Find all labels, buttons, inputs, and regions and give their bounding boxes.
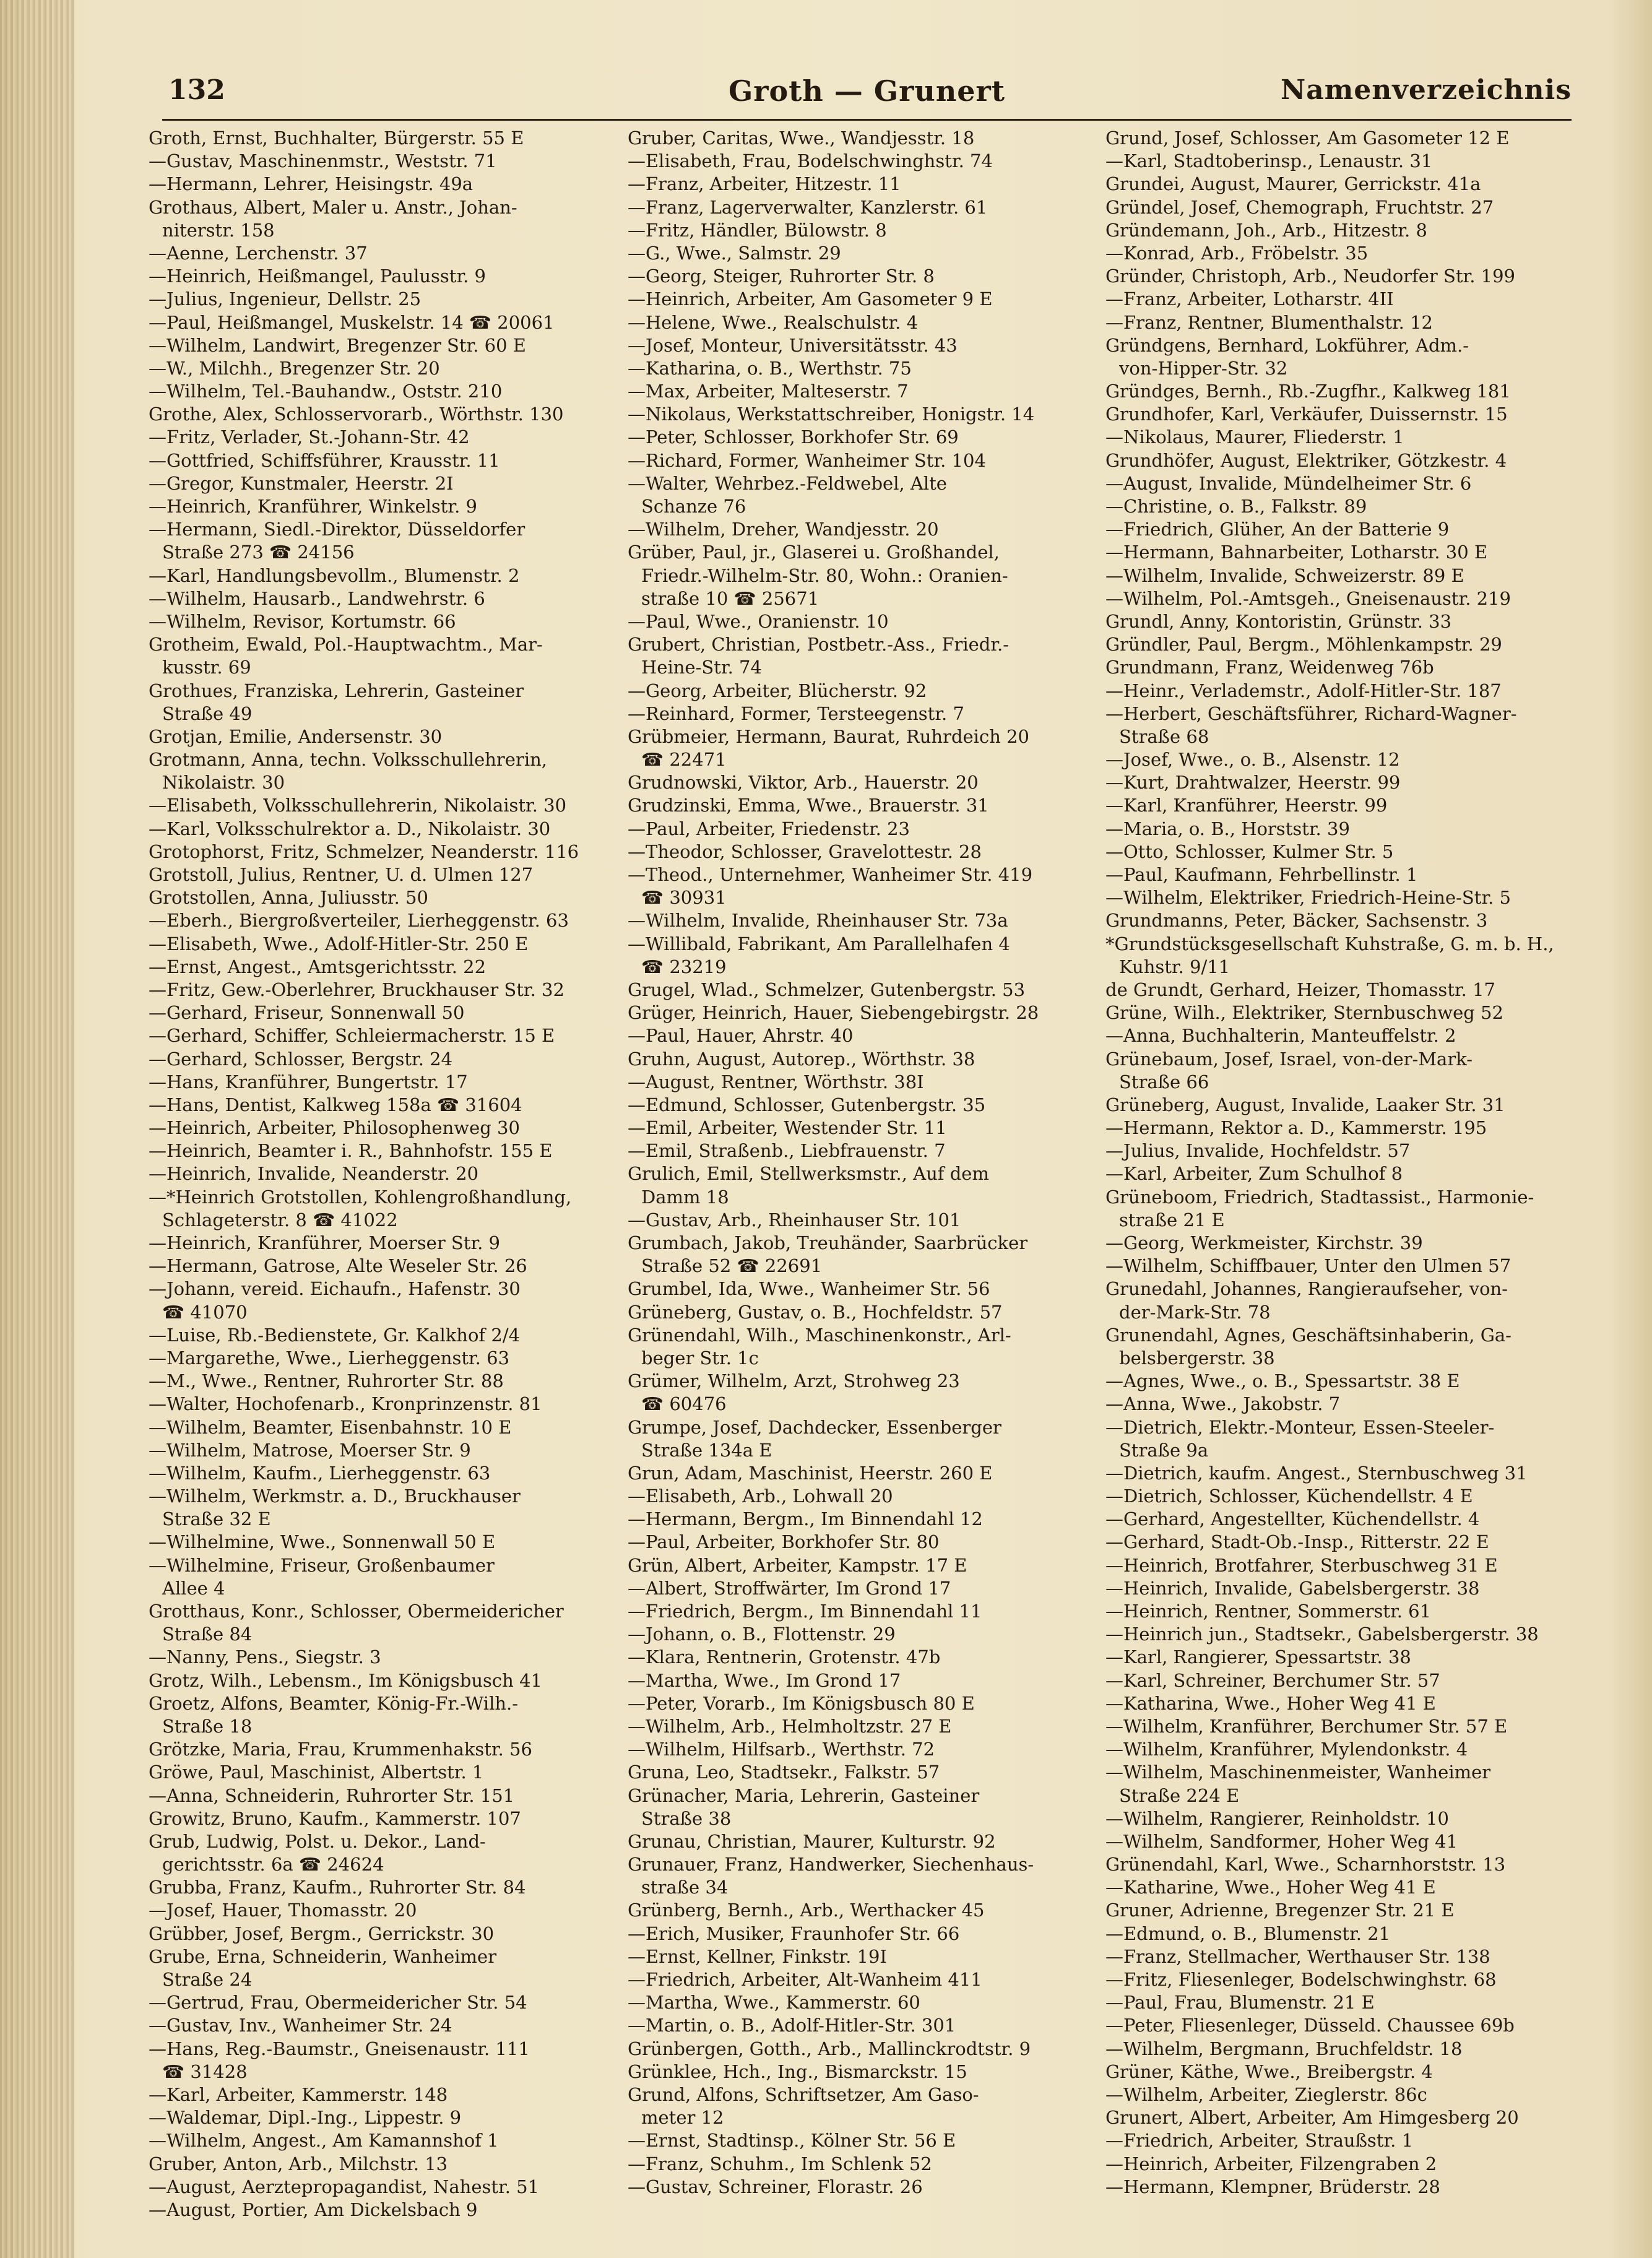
directory-entry-line: ☎ 22471: [641, 749, 727, 771]
directory-entry-line: Grunau, Christian, Maurer, Kulturstr. 92: [628, 1830, 996, 1852]
directory-entry-line: —Franz, Lagerverwalter, Kanzlerstr. 61: [628, 196, 988, 218]
directory-entry-line: —Hermann, Rektor a. D., Kammerstr. 195: [1105, 1117, 1487, 1139]
directory-entry-line: —Karl, Volksschulrektor a. D., Nikolaistr. 30: [149, 818, 551, 839]
directory-entry-line: —Wilhelm, Invalide, Schweizerstr. 89 E: [1105, 564, 1464, 586]
directory-entry-line: —Theodor, Schlosser, Gravelottestr. 28: [628, 841, 982, 862]
directory-entry-line: —Paul, Wwe., Oranienstr. 10: [628, 610, 889, 632]
directory-entry-line: —Heinrich, Arbeiter, Filzengraben 2: [1105, 2153, 1437, 2174]
directory-entry-line: —Friedrich, Arbeiter, Alt-Wanheim 411: [628, 1969, 982, 1990]
directory-entry-line: Grudnowski, Viktor, Arb., Hauerstr. 20: [628, 772, 979, 794]
running-title: Groth — Grunert: [728, 74, 1006, 108]
directory-entry-line: Grunedahl, Johannes, Rangieraufseher, von-: [1105, 1278, 1508, 1300]
directory-entry-line: —Wilhelm, Matrose, Moerser Str. 9: [149, 1439, 471, 1461]
directory-entry-line: Grub, Ludwig, Polst. u. Dekor., Land-: [149, 1830, 486, 1852]
directory-entry-line: Grüneboom, Friedrich, Stadtassist., Harmonie-: [1105, 1186, 1534, 1208]
directory-entry-line: Grube, Erna, Schneiderin, Wanheimer: [149, 1945, 497, 1967]
directory-entry-line: —Heinrich, Brotfahrer, Sterbuschweg 31 E: [1105, 1554, 1498, 1576]
directory-entry-line: Grubert, Christian, Postbetr.-Ass., Friedr.-: [628, 634, 1010, 655]
directory-entry-line: Gründgens, Bernhard, Lokführer, Adm.-: [1105, 334, 1469, 356]
directory-entry-line: Grünacher, Maria, Lehrerin, Gasteiner: [628, 1784, 980, 1806]
directory-entry-line: —Wilhelm, Tel.-Bauhandw., Oststr. 210: [149, 381, 503, 402]
directory-entry-line: —Martin, o. B., Adolf-Hitler-Str. 301: [628, 2015, 956, 2036]
directory-entry-line: —Karl, Arbeiter, Zum Schulhof 8: [1105, 1163, 1403, 1185]
directory-entry-line: —Luise, Rb.-Bedienstete, Gr. Kalkhof 2/4: [149, 1324, 521, 1346]
directory-entry-line: —Klara, Rentnerin, Grotenstr. 47b: [628, 1646, 941, 1668]
directory-entry-line: Grulich, Emil, Stellwerksmstr., Auf dem: [628, 1163, 989, 1185]
directory-entry-line: —Gustav, Inv., Wanheimer Str. 24: [149, 2015, 452, 2036]
directory-entry-line: Grugel, Wlad., Schmelzer, Gutenbergstr. 53: [628, 979, 1026, 1000]
directory-entry-line: —Gerhard, Schiffer, Schleiermacherstr. 15 E: [149, 1025, 555, 1047]
directory-entry-line: —Wilhelm, Sandformer, Hoher Weg 41: [1105, 1830, 1458, 1852]
directory-entry-line: —Helene, Wwe., Realschulstr. 4: [628, 311, 919, 333]
directory-entry-line: —Heinr., Verlademstr., Adolf-Hitler-Str. 187: [1105, 680, 1502, 701]
directory-entry-line: ☎ 30931: [641, 887, 727, 909]
directory-entry-line: —Wilhelm, Invalide, Rheinhauser Str. 73a: [628, 910, 1008, 932]
directory-entry-line: —Franz, Rentner, Blumenthalstr. 12: [1105, 311, 1433, 333]
directory-entry-line: —Heinrich, Kranführer, Moerser Str. 9: [149, 1232, 501, 1253]
directory-entry-line: —Dietrich, kaufm. Angest., Sternbuschweg 31: [1105, 1462, 1528, 1484]
directory-entry-line: —Elisabeth, Frau, Bodelschwinghstr. 74: [628, 150, 993, 172]
directory-entry-line: Grumbach, Jakob, Treuhänder, Saarbrücker: [628, 1232, 1028, 1253]
directory-entry-line: —Hermann, Bahnarbeiter, Lotharstr. 30 E: [1105, 542, 1488, 563]
directory-entry-line: —Wilhelm, Dreher, Wandjesstr. 20: [628, 519, 939, 540]
directory-entry-line: der-Mark-Str. 78: [1119, 1301, 1271, 1323]
directory-entry-line: —Hans, Dentist, Kalkweg 158a ☎ 31604: [149, 1094, 522, 1115]
directory-entry-line: Growitz, Bruno, Kaufm., Kammerstr. 107: [149, 1807, 521, 1829]
directory-entry-line: —Elisabeth, Arb., Lohwall 20: [628, 1486, 893, 1507]
directory-entry-line: Grund, Josef, Schlosser, Am Gasometer 12 E: [1105, 128, 1510, 149]
directory-entry-line: —Heinrich, Beamter i. R., Bahnhofstr. 155 E: [149, 1140, 553, 1162]
directory-entry-line: —Ernst, Kellner, Finkstr. 19I: [628, 1945, 887, 1967]
directory-entry-line: —Walter, Wehrbez.-Feldwebel, Alte: [628, 472, 947, 494]
directory-entry-line: —August, Rentner, Wörthstr. 38I: [628, 1071, 924, 1092]
directory-entry-line: —Georg, Arbeiter, Blücherstr. 92: [628, 680, 927, 701]
directory-entry-line: —Heinrich, Rentner, Sommerstr. 61: [1105, 1601, 1432, 1622]
directory-entry-line: —Fritz, Gew.-Oberlehrer, Bruckhauser Str. 32: [149, 979, 564, 1000]
directory-entry-line: —Theod., Unternehmer, Wanheimer Str. 419: [628, 864, 1033, 885]
directory-entry-line: —Josef, Monteur, Universitätsstr. 43: [628, 334, 958, 356]
directory-entry-line: —Ernst, Angest., Amtsgerichtsstr. 22: [149, 956, 487, 977]
directory-entry-line: Grünklee, Hch., Ing., Bismarckstr. 15: [628, 2061, 967, 2082]
directory-entry-line: —Dietrich, Elektr.-Monteur, Essen-Steeler-: [1105, 1416, 1495, 1438]
directory-entry-line: —Gerhard, Schlosser, Bergstr. 24: [149, 1048, 453, 1070]
directory-entry-line: —Wilhelm, Revisor, Kortumstr. 66: [149, 610, 456, 632]
directory-entry-line: —Gertrud, Frau, Obermeidericher Str. 54: [149, 1992, 527, 2014]
directory-entry-line: —Martha, Wwe., Im Grond 17: [628, 1669, 901, 1691]
directory-entry-line: Grötzke, Maria, Frau, Krummenhakstr. 56: [149, 1739, 532, 1760]
directory-entry-line: —Agnes, Wwe., o. B., Spessartstr. 38 E: [1105, 1370, 1460, 1392]
directory-entry-line: Grunendahl, Agnes, Geschäftsinhaberin, Ga-: [1105, 1324, 1511, 1346]
directory-entry-line: —August, Portier, Am Dickelsbach 9: [149, 2199, 478, 2220]
book-binding-edge: [0, 0, 74, 2258]
directory-entry-line: —Nikolaus, Maurer, Fliederstr. 1: [1105, 426, 1404, 448]
directory-entry-line: —Gottfried, Schiffsführer, Krausstr. 11: [149, 449, 500, 471]
directory-entry-line: —Gustav, Maschinenmstr., Weststr. 71: [149, 150, 497, 172]
directory-entry-line: —Paul, Arbeiter, Friedenstr. 23: [628, 818, 910, 839]
directory-entry-line: —Wilhelm, Bergmann, Bruchfeldstr. 18: [1105, 2038, 1463, 2059]
directory-entry-line: Grotstoll, Julius, Rentner, U. d. Ulmen 127: [149, 864, 534, 885]
directory-entry-line: —Christine, o. B., Falkstr. 89: [1105, 496, 1367, 517]
directory-entry-line: —Franz, Stellmacher, Werthauser Str. 138: [1105, 1945, 1490, 1967]
directory-entry-line: Straße 224 E: [1119, 1784, 1240, 1806]
directory-entry-line: kusstr. 69: [162, 657, 251, 678]
directory-entry-line: Grüneberg, Gustav, o. B., Hochfeldstr. 57: [628, 1301, 1003, 1323]
directory-entry-line: Gruner, Adrienne, Bregenzer Str. 21 E: [1105, 1900, 1455, 1921]
directory-entry-line: —Hans, Reg.-Baumstr., Gneisenaustr. 111: [149, 2038, 530, 2059]
directory-entry-line: —Karl, Handlungsbevollm., Blumenstr. 2: [149, 564, 520, 586]
directory-entry-line: —Gerhard, Stadt-Ob.-Insp., Ritterstr. 22 E: [1105, 1531, 1489, 1553]
directory-entry-line: —Wilhelm, Elektriker, Friedrich-Heine-Str. 5: [1105, 887, 1511, 909]
directory-entry-line: —Wilhelm, Werkmstr. a. D., Bruckhauser: [149, 1486, 521, 1507]
directory-entry-line: —Dietrich, Schlosser, Küchendellstr. 4 E: [1105, 1486, 1473, 1507]
directory-entry-line: —Katharina, Wwe., Hoher Weg 41 E: [1105, 1692, 1436, 1714]
directory-entry-line: —Georg, Steiger, Ruhrorter Str. 8: [628, 266, 935, 287]
directory-entry-line: —Wilhelm, Hausarb., Landwehrstr. 6: [149, 587, 485, 609]
directory-entry-line: Grünendahl, Wilh., Maschinenkonstr., Arl-: [628, 1324, 1011, 1346]
directory-entry-line: —Paul, Kaufmann, Fehrbellinstr. 1: [1105, 864, 1418, 885]
directory-entry-line: Schlageterstr. 8 ☎ 41022: [162, 1209, 398, 1231]
directory-entry-line: —Wilhelmine, Wwe., Sonnenwall 50 E: [149, 1531, 496, 1553]
directory-entry-line: —Gregor, Kunstmaler, Heerstr. 2I: [149, 472, 454, 494]
directory-entry-line: Grundei, August, Maurer, Gerrickstr. 41a: [1105, 173, 1481, 195]
directory-entry-line: straße 34: [641, 1877, 729, 1898]
directory-entry-line: —Max, Arbeiter, Malteserstr. 7: [628, 381, 909, 402]
directory-entry-line: Grübber, Josef, Bergm., Gerrickstr. 30: [149, 1923, 495, 1944]
directory-entry-line: ☎ 41070: [162, 1301, 248, 1323]
directory-entry-line: Grun, Adam, Maschinist, Heerstr. 260 E: [628, 1462, 993, 1484]
directory-entry-line: —Heinrich, Invalide, Neanderstr. 20: [149, 1163, 479, 1185]
directory-entry-line: —Emil, Straßenb., Liebfrauenstr. 7: [628, 1140, 946, 1162]
directory-entry-line: —Wilhelm, Kaufm., Lierheggenstr. 63: [149, 1462, 491, 1484]
directory-entry-line: Grotz, Wilh., Lebensm., Im Königsbusch 41: [149, 1669, 542, 1691]
directory-entry-line: —Josef, Hauer, Thomasstr. 20: [149, 1900, 417, 1921]
directory-entry-line: Friedr.-Wilhelm-Str. 80, Wohn.: Oranien-: [641, 564, 1008, 586]
directory-entry-line: —Franz, Arbeiter, Hitzestr. 11: [628, 173, 901, 195]
directory-entry-line: —Edmund, Schlosser, Gutenbergstr. 35: [628, 1094, 986, 1115]
directory-entry-line: —Georg, Werkmeister, Kirchstr. 39: [1105, 1232, 1423, 1253]
directory-entry-line: Gruhn, August, Autorep., Wörthstr. 38: [628, 1048, 975, 1070]
directory-entry-line: —Hermann, Gatrose, Alte Weseler Str. 26: [149, 1255, 527, 1277]
directory-entry-line: —Karl, Stadtoberinsp., Lenaustr. 31: [1105, 150, 1433, 172]
directory-entry-line: —Aenne, Lerchenstr. 37: [149, 242, 368, 264]
directory-entry-line: Grotophorst, Fritz, Schmelzer, Neanderstr. 116: [149, 841, 579, 862]
directory-entry-line: —Franz, Arbeiter, Lotharstr. 4II: [1105, 288, 1394, 310]
directory-entry-line: —Anna, Wwe., Jakobstr. 7: [1105, 1393, 1341, 1415]
directory-entry-line: —Fritz, Verlader, St.-Johann-Str. 42: [149, 426, 470, 448]
directory-entry-line: —Anna, Buchhalterin, Manteuffelstr. 2: [1105, 1025, 1456, 1047]
directory-entry-line: —Wilhelm, Angest., Am Kamannshof 1: [149, 2130, 499, 2152]
directory-entry-line: —Karl, Kranführer, Heerstr. 99: [1105, 795, 1388, 816]
directory-entry-line: —August, Invalide, Mündelheimer Str. 6: [1105, 472, 1472, 494]
directory-entry-line: Schanze 76: [641, 496, 746, 517]
directory-entry-line: Straße 18: [162, 1715, 253, 1737]
directory-entry-line: —Julius, Ingenieur, Dellstr. 25: [149, 288, 422, 310]
directory-entry-line: —Hermann, Siedl.-Direktor, Düsseldorfer: [149, 519, 525, 540]
directory-entry-line: Grundhofer, Karl, Verkäufer, Duissernstr. 15: [1105, 404, 1508, 425]
directory-entry-line: Grünberg, Bernh., Arb., Werthacker 45: [628, 1900, 985, 1921]
directory-entry-line: —Heinrich, Invalide, Gabelsbergerstr. 38: [1105, 1577, 1480, 1599]
directory-entry-line: de Grundt, Gerhard, Heizer, Thomasstr. 17: [1105, 979, 1495, 1000]
directory-entry-line: —Waldemar, Dipl.-Ing., Lippestr. 9: [149, 2107, 462, 2129]
directory-entry-line: ☎ 23219: [641, 956, 727, 977]
directory-entry-line: —Nanny, Pens., Siegstr. 3: [149, 1646, 381, 1668]
directory-entry-line: —Reinhard, Former, Tersteegenstr. 7: [628, 703, 964, 724]
directory-entry-line: Straße 38: [641, 1807, 732, 1829]
directory-entry-line: —Paul, Hauer, Ahrstr. 40: [628, 1025, 854, 1047]
directory-entry-line: —Johann, vereid. Eichaufn., Hafenstr. 30: [149, 1278, 521, 1300]
directory-entry-line: Grothe, Alex, Schlosservorarb., Wörthstr. 130: [149, 404, 564, 425]
directory-entry-line: Straße 84: [162, 1624, 253, 1645]
directory-entry-line: —Eberh., Biergroßverteiler, Lierheggenstr. 63: [149, 910, 569, 932]
directory-entry-line: Grundmann, Franz, Weidenweg 76b: [1105, 657, 1434, 678]
directory-entry-line: —Wilhelm, Schiffbauer, Unter den Ulmen 57: [1105, 1255, 1511, 1277]
directory-entry-line: —Heinrich jun., Stadtsekr., Gabelsbergerstr. 38: [1105, 1624, 1539, 1645]
column-3: [1105, 127, 1585, 2231]
directory-entry-line: Gründges, Bernh., Rb.-Zugfhr., Kalkweg 181: [1105, 381, 1511, 402]
directory-entry-line: —Karl, Arbeiter, Kammerstr. 148: [149, 2083, 448, 2105]
directory-entry-line: —Paul, Frau, Blumenstr. 21 E: [1105, 1992, 1375, 2014]
directory-entry-line: —Heinrich, Arbeiter, Am Gasometer 9 E: [628, 288, 993, 310]
directory-entry-line: —Elisabeth, Volksschullehrerin, Nikolaistr. 30: [149, 795, 567, 816]
directory-entry-line: *Grundstücksgesellschaft Kuhstraße, G. m. b. H.,: [1105, 933, 1554, 954]
section-title: Namenverzeichnis: [1281, 74, 1572, 106]
directory-entry-line: Grübmeier, Hermann, Baurat, Ruhrdeich 20: [628, 725, 1029, 747]
directory-entry-line: Groetz, Alfons, Beamter, König-Fr.-Wilh.-: [149, 1692, 519, 1714]
directory-entry-line: Allee 4: [162, 1577, 225, 1599]
directory-entry-line: —Josef, Wwe., o. B., Alsenstr. 12: [1105, 749, 1400, 771]
directory-entry-line: Grudzinski, Emma, Wwe., Brauerstr. 31: [628, 795, 989, 816]
directory-entry-line: —Walter, Hochofenarb., Kronprinzenstr. 81: [149, 1393, 542, 1415]
directory-entry-line: —Wilhelm, Pol.-Amtsgeh., Gneisenaustr. 219: [1105, 587, 1511, 609]
directory-entry-line: Gründel, Josef, Chemograph, Fruchtstr. 27: [1105, 196, 1494, 218]
directory-entry-line: Gründer, Christoph, Arb., Neudorfer Str. 199: [1105, 266, 1515, 287]
directory-entry-line: —Hermann, Bergm., Im Binnendahl 12: [628, 1508, 983, 1530]
directory-entry-line: —Gustav, Schreiner, Florastr. 26: [628, 2176, 923, 2197]
directory-entry-line: gerichtsstr. 6a ☎ 24624: [162, 1854, 384, 1875]
directory-entry-line: —Fritz, Fliesenleger, Bodelschwinghstr. 68: [1105, 1969, 1497, 1990]
directory-entry-line: ☎ 31428: [162, 2061, 248, 2082]
directory-entry-line: Grundmanns, Peter, Bäcker, Sachsenstr. 3: [1105, 910, 1488, 932]
directory-entry-line: straße 10 ☎ 25671: [641, 587, 820, 609]
directory-entry-line: straße 21 E: [1119, 1209, 1225, 1231]
directory-entry-line: Gröwe, Paul, Maschinist, Albertstr. 1: [149, 1762, 484, 1783]
directory-entry-line: —Richard, Former, Wanheimer Str. 104: [628, 449, 986, 471]
directory-entry-line: Grumpe, Josef, Dachdecker, Essenberger: [628, 1416, 1001, 1438]
directory-entry-line: Gruber, Caritas, Wwe., Wandjesstr. 18: [628, 128, 975, 149]
directory-entry-line: —Konrad, Arb., Fröbelstr. 35: [1105, 242, 1369, 264]
column-2: [628, 127, 1103, 2231]
directory-entry-line: Grunert, Albert, Arbeiter, Am Himgesberg 20: [1105, 2107, 1519, 2129]
directory-entry-line: —Katharina, o. B., Werthstr. 75: [628, 357, 912, 379]
directory-entry-line: Straße 52 ☎ 22691: [641, 1255, 823, 1277]
directory-entry-line: Grüne, Wilh., Elektriker, Sternbuschweg 52: [1105, 1002, 1503, 1024]
directory-entry-line: Grunauer, Franz, Handwerker, Siechenhaus-: [628, 1854, 1034, 1875]
directory-entry-line: Straße 273 ☎ 24156: [162, 542, 355, 563]
directory-entry-line: —Franz, Schuhm., Im Schlenk 52: [628, 2153, 932, 2174]
directory-entry-line: —Wilhelm, Kranführer, Mylendonkstr. 4: [1105, 1739, 1468, 1760]
directory-entry-line: —Willibald, Fabrikant, Am Parallelhafen 4: [628, 933, 1010, 954]
directory-entry-line: Kuhstr. 9/11: [1119, 956, 1230, 977]
directory-entry-line: Grüner, Käthe, Wwe., Breibergstr. 4: [1105, 2061, 1433, 2082]
directory-entry-line: —Kurt, Drahtwalzer, Heerstr. 99: [1105, 772, 1401, 794]
directory-entry-line: —Heinrich, Arbeiter, Philosophenweg 30: [149, 1117, 520, 1139]
directory-entry-line: —Edmund, o. B., Blumenstr. 21: [1105, 1923, 1391, 1944]
directory-entry-line: —Wilhelm, Hilfsarb., Werthstr. 72: [628, 1739, 935, 1760]
directory-entry-line: Straße 9a: [1119, 1439, 1209, 1461]
directory-entry-line: —W., Milchh., Bregenzer Str. 20: [149, 357, 440, 379]
directory-entry-line: —Ernst, Stadtinsp., Kölner Str. 56 E: [628, 2130, 956, 2152]
directory-entry-line: —Erich, Musiker, Fraunhofer Str. 66: [628, 1923, 960, 1944]
directory-entry-line: —Herbert, Geschäftsführer, Richard-Wagner-: [1105, 703, 1517, 724]
directory-entry-line: Grümer, Wilhelm, Arzt, Strohweg 23: [628, 1370, 960, 1392]
directory-entry-line: —Nikolaus, Werkstattschreiber, Honigstr. 14: [628, 404, 1035, 425]
directory-entry-line: Grüber, Paul, jr., Glaserei u. Großhandel,: [628, 542, 1000, 563]
directory-entry-line: —Gerhard, Friseur, Sonnenwall 50: [149, 1002, 465, 1024]
directory-entry-line: —Katharine, Wwe., Hoher Weg 41 E: [1105, 1877, 1436, 1898]
directory-entry-line: —Fritz, Händler, Bülowstr. 8: [628, 219, 887, 241]
directory-entry-line: Grumbel, Ida, Wwe., Wanheimer Str. 56: [628, 1278, 990, 1300]
directory-entry-line: —Wilhelm, Arb., Helmholtzstr. 27 E: [628, 1715, 952, 1737]
directory-entry-line: —Wilhelm, Rangierer, Reinholdstr. 10: [1105, 1807, 1449, 1829]
directory-entry-line: —Maria, o. B., Horststr. 39: [1105, 818, 1350, 839]
directory-entry-line: Grund, Alfons, Schriftsetzer, Am Gaso-: [628, 2083, 979, 2105]
directory-entry-line: —Wilhelm, Arbeiter, Zieglerstr. 86c: [1105, 2083, 1427, 2105]
directory-entry-line: Grothaus, Albert, Maler u. Anstr., Johan-: [149, 196, 517, 218]
directory-entry-line: Grotthaus, Konr., Schlosser, Obermeidericher: [149, 1601, 564, 1622]
directory-entry-line: —Gerhard, Angestellter, Küchendellstr. 4: [1105, 1508, 1480, 1530]
directory-entry-line: —Friedrich, Bergm., Im Binnendahl 11: [628, 1601, 982, 1622]
directory-entry-line: Gründemann, Joh., Arb., Hitzestr. 8: [1105, 219, 1427, 241]
directory-entry-line: —Peter, Fliesenleger, Düsseld. Chaussee 69b: [1105, 2015, 1515, 2036]
directory-entry-line: Gründler, Paul, Bergm., Möhlenkampstr. 29: [1105, 634, 1502, 655]
directory-entry-line: —Martha, Wwe., Kammerstr. 60: [628, 1992, 920, 2014]
directory-entry-line: —Hermann, Klempner, Brüderstr. 28: [1105, 2176, 1441, 2197]
directory-entry-line: —Heinrich, Kranführer, Winkelstr. 9: [149, 496, 477, 517]
directory-entry-line: Straße 32 E: [162, 1508, 271, 1530]
directory-entry-line: —Anna, Schneiderin, Ruhrorter Str. 151: [149, 1784, 515, 1806]
directory-entry-line: —Karl, Rangierer, Spessartstr. 38: [1105, 1646, 1411, 1668]
directory-entry-line: —Otto, Schlosser, Kulmer Str. 5: [1105, 841, 1394, 862]
directory-entry-line: Grundhöfer, August, Elektriker, Götzkestr. 4: [1105, 449, 1507, 471]
directory-entry-line: Grünbergen, Gotth., Arb., Mallinckrodtstr. 9: [628, 2038, 1031, 2059]
directory-entry-line: Gruna, Leo, Stadtsekr., Falkstr. 57: [628, 1762, 940, 1783]
directory-entry-line: —Wilhelm, Kranführer, Berchumer Str. 57 E: [1105, 1715, 1508, 1737]
column-1: [149, 127, 625, 2231]
directory-entry-line: —Heinrich, Heißmangel, Paulusstr. 9: [149, 266, 487, 287]
directory-entry-line: —Hermann, Lehrer, Heisingstr. 49a: [149, 173, 474, 195]
directory-entry-line: —Paul, Arbeiter, Borkhofer Str. 80: [628, 1531, 940, 1553]
page-header: [162, 69, 1572, 121]
directory-entry-line: Grotmann, Anna, techn. Volksschullehrerin,: [149, 749, 547, 771]
directory-entry-line: —Karl, Schreiner, Berchumer Str. 57: [1105, 1669, 1440, 1691]
directory-entry-line: Straße 66: [1119, 1071, 1209, 1092]
directory-entry-line: —Gustav, Arb., Rheinhauser Str. 101: [628, 1209, 961, 1231]
directory-entry-line: —Elisabeth, Wwe., Adolf-Hitler-Str. 250 E: [149, 933, 529, 954]
directory-entry-line: —Peter, Schlosser, Borkhofer Str. 69: [628, 426, 959, 448]
directory-entry-line: Gruber, Anton, Arb., Milchstr. 13: [149, 2153, 448, 2174]
directory-entry-line: —Wilhelm, Maschinenmeister, Wanheimer: [1105, 1762, 1491, 1783]
directory-entry-line: beger Str. 1c: [641, 1347, 759, 1369]
directory-entry-line: Grotjan, Emilie, Andersenstr. 30: [149, 725, 443, 747]
directory-entry-line: ☎ 60476: [641, 1393, 727, 1415]
directory-entry-line: —*Heinrich Grotstollen, Kohlengroßhandlung,: [149, 1186, 572, 1208]
directory-entry-line: belsbergerstr. 38: [1119, 1347, 1275, 1369]
directory-entry-line: —Wilhelm, Beamter, Eisenbahnstr. 10 E: [149, 1416, 512, 1438]
directory-entry-line: —Johann, o. B., Flottenstr. 29: [628, 1624, 896, 1645]
directory-entry-line: —Friedrich, Glüher, An der Batterie 9: [1105, 519, 1450, 540]
directory-entry-line: Grünebaum, Josef, Israel, von-der-Mark-: [1105, 1048, 1473, 1070]
directory-entry-line: von-Hipper-Str. 32: [1119, 357, 1288, 379]
directory-entry-line: Grubba, Franz, Kaufm., Ruhrorter Str. 84: [149, 1877, 526, 1898]
directory-entry-line: Grüneberg, August, Invalide, Laaker Str. 31: [1105, 1094, 1505, 1115]
directory-entry-line: Damm 18: [641, 1186, 729, 1208]
directory-entry-line: Straße 68: [1119, 725, 1209, 747]
directory-entry-line: —Wilhelm, Landwirt, Bregenzer Str. 60 E: [149, 334, 526, 356]
directory-entry-line: —Wilhelmine, Friseur, Großenbaumer: [149, 1554, 495, 1576]
directory-entry-line: Straße 49: [162, 703, 253, 724]
directory-entry-line: —August, Aerztepropagandist, Nahestr. 51: [149, 2176, 540, 2197]
directory-entry-line: Nikolaistr. 30: [162, 772, 285, 794]
directory-entry-line: Grotstollen, Anna, Juliusstr. 50: [149, 887, 428, 909]
directory-entry-line: meter 12: [641, 2107, 724, 2129]
directory-entry-line: —Paul, Heißmangel, Muskelstr. 14 ☎ 20061: [149, 311, 555, 333]
directory-entry-line: —Peter, Vorarb., Im Königsbusch 80 E: [628, 1692, 975, 1714]
directory-entry-line: —Emil, Arbeiter, Westender Str. 11: [628, 1117, 947, 1139]
directory-entry-line: Straße 24: [162, 1969, 253, 1990]
directory-entry-line: —Friedrich, Arbeiter, Straußstr. 1: [1105, 2130, 1414, 2152]
directory-entry-line: Grüger, Heinrich, Hauer, Siebengebirgstr. 28: [628, 1002, 1039, 1024]
directory-entry-line: —Julius, Invalide, Hochfeldstr. 57: [1105, 1140, 1411, 1162]
directory-entry-line: —G., Wwe., Salmstr. 29: [628, 242, 841, 264]
directory-entry-line: Straße 134a E: [641, 1439, 772, 1461]
directory-entry-line: Grundl, Anny, Kontoristin, Grünstr. 33: [1105, 610, 1452, 632]
directory-entry-line: Grotheim, Ewald, Pol.-Hauptwachtm., Mar-: [149, 634, 543, 655]
directory-entry-line: Groth, Ernst, Buchhalter, Bürgerstr. 55 E: [149, 128, 524, 149]
directory-entry-line: —Hans, Kranführer, Bungertstr. 17: [149, 1071, 468, 1092]
directory-entry-line: —Margarethe, Wwe., Lierheggenstr. 63: [149, 1347, 510, 1369]
page-number: 132: [168, 74, 225, 106]
directory-entry-line: Heine-Str. 74: [641, 657, 762, 678]
directory-entry-line: Grünendahl, Karl, Wwe., Scharnhorststr. 13: [1105, 1854, 1506, 1875]
directory-entry-line: Grün, Albert, Arbeiter, Kampstr. 17 E: [628, 1554, 967, 1576]
directory-entry-line: Grothues, Franziska, Lehrerin, Gasteiner: [149, 680, 524, 701]
directory-entry-line: —M., Wwe., Rentner, Ruhrorter Str. 88: [149, 1370, 504, 1392]
directory-entry-line: niterstr. 158: [162, 219, 275, 241]
directory-entry-line: —Albert, Stroffwärter, Im Grond 17: [628, 1577, 951, 1599]
